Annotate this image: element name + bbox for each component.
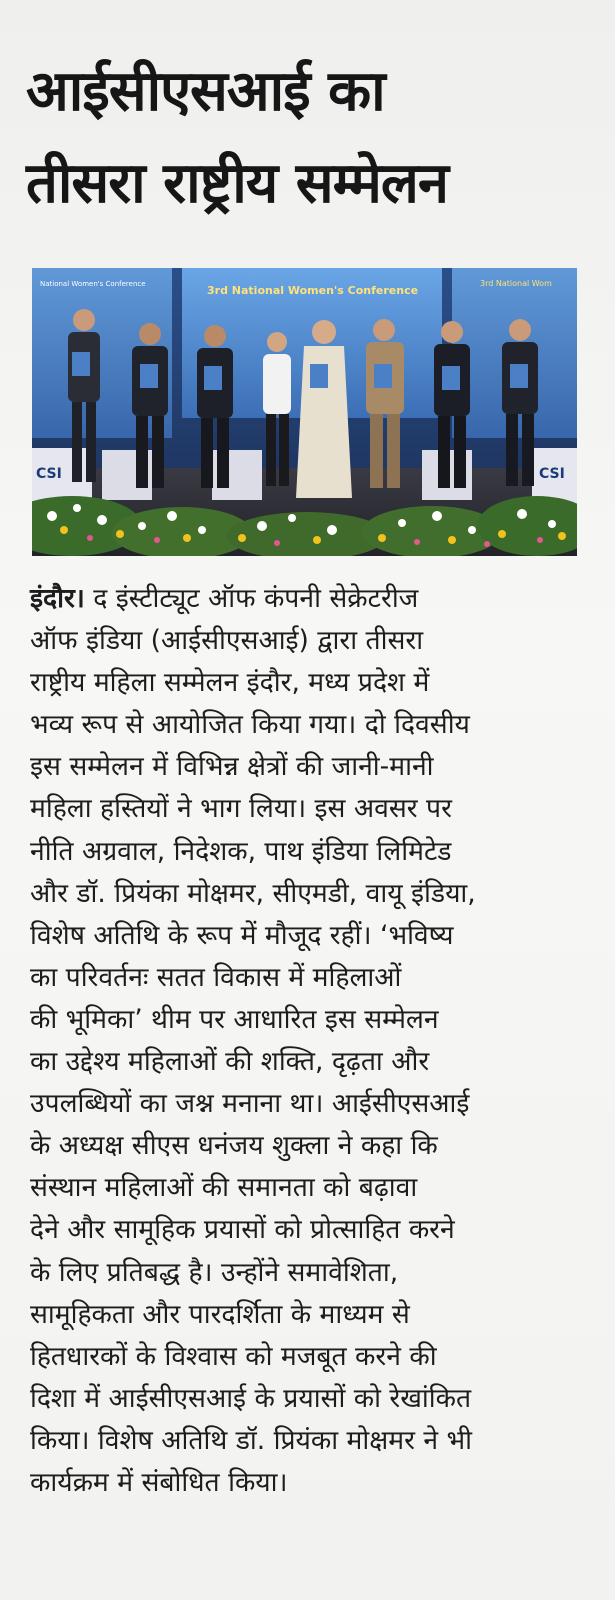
body-line-1-text: द इंस्टीट्यूट ऑफ कंपनी सेक्रेटरीज — [93, 583, 419, 614]
podium-label-right: CSI — [539, 466, 565, 482]
headline-line-2: तीसरा राष्ट्रीय सम्मेलन — [26, 151, 448, 216]
person-5 — [296, 320, 352, 498]
event-photo — [32, 268, 577, 556]
body-line-21: किया। विशेष अतिथि डॉ. प्रियंका मोक्षमर ने भी — [30, 1424, 472, 1456]
body-line-5: इस सम्मेलन में विभिन्न क्षेत्रों की जानी-मानी — [30, 751, 434, 783]
body-line-22: कार्यक्रम में संबोधित किया। — [30, 1466, 288, 1498]
body-line-1 — [30, 578, 590, 620]
body-line-9: विशेष अतिथि के रूप में मौजूद रहीं। ‘भविष्य — [30, 919, 454, 951]
body-line-19: हितधारकों के विश्वास को मजबूत करने की — [30, 1340, 437, 1372]
body-line-2: ऑफ इंडिया (आईसीएसआई) द्वारा तीसरा — [30, 625, 424, 657]
dateline: इंदौर। — [30, 583, 85, 614]
headline — [26, 46, 596, 230]
body-line-20: दिशा में आईसीएसआई के प्रयासों को रेखांकित — [30, 1382, 472, 1414]
body-line-17: के लिए प्रतिबद्ध है। उन्होंने समावेशिता, — [30, 1256, 399, 1288]
body-line-10: का परिवर्तनः सतत विकास में महिलाओं — [30, 961, 402, 993]
body-line-15: संस्थान महिलाओं की समानता को बढ़ावा — [30, 1172, 418, 1204]
body-line-12: का उद्देश्य महिलाओं की शक्ति, दृढ़ता और — [30, 1046, 430, 1078]
body-line-7: नीति अग्रवाल, निदेशक, पाथ इंडिया लिमिटेड — [30, 835, 452, 867]
banner-center-text: 3rd National Women's Conference — [207, 284, 419, 297]
article-body — [30, 578, 590, 1504]
headline-line-1: आईसीएसआई का — [26, 59, 385, 124]
banner-right-text: 3rd National Wom — [480, 279, 552, 288]
body-line-16: देने और सामूहिक प्रयासों को प्रोत्साहित करने — [30, 1214, 455, 1246]
body-line-18: सामूहिकता और पारदर्शिता के माध्यम से — [30, 1298, 410, 1330]
banner-left-text: National Women's Conference — [40, 280, 146, 288]
body-line-14: के अध्यक्ष सीएस धनंजय शुक्ला ने कहा कि — [30, 1130, 438, 1162]
body-line-8: और डॉ. प्रियंका मोक्षमर, सीएमडी, वायू इंडिया, — [30, 877, 476, 909]
body-line-13: उपलब्धियों का जश्न मनाना था। आईसीएसआई — [30, 1088, 470, 1120]
podium-label-left: CSI — [36, 466, 62, 482]
body-line-11: की भूमिका’ थीम पर आधारित इस सम्मेलन — [30, 1003, 439, 1035]
body-line-4: भव्य रूप से आयोजित किया गया। दो दिवसीय — [30, 709, 470, 741]
body-line-3: राष्ट्रीय महिला सम्मेलन इंदौर, मध्य प्रदेश में — [30, 667, 430, 699]
body-line-6: महिला हस्तियों ने भाग लिया। इस अवसर पर — [30, 793, 452, 825]
